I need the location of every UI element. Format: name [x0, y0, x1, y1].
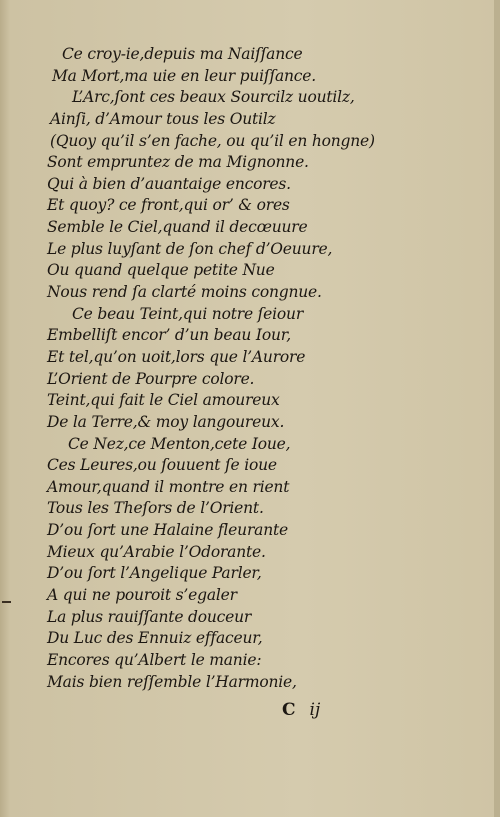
verse-line: Embelliſt encor’ d’un beau Iour, [47, 326, 291, 345]
verse-line: Mieux qu’Arabie l’Odorante. [47, 542, 266, 561]
verse-line: Ce croy-ie,depuis ma Naiſſance [62, 45, 303, 63]
verse-line: De la Terre,& moy langoureux. [47, 412, 285, 431]
verse-line: Encores qu’Albert le manie: [47, 650, 262, 669]
verse-line: Nous rend ſa clarté moins congnue. [47, 283, 322, 302]
verse-line: L’Arc,ſont ces beaux Sourcilz uoutilz, [72, 88, 355, 107]
verse-line: Qui à bien d’auantaige encores. [47, 174, 291, 193]
poem-text [0, 44, 500, 693]
verse-line: A qui ne pouroit s’egaler [47, 586, 237, 605]
verse-line: Amour,quand il montre en rient [47, 477, 290, 496]
verse-line: Ces Leures,ou ſouuent ſe ioue [47, 456, 277, 475]
signature-letter: C [282, 700, 296, 720]
verse-line: Teint,qui fait le Ciel amoureux [47, 391, 280, 410]
verse-line: Du Luc des Ennuiz effaceur, [47, 629, 263, 648]
verse-line: D’ou ſort une Halaine fleurante [47, 521, 288, 540]
verse-line: Ainſi, d’Amour tous les Outilz [50, 109, 276, 128]
verse-line: Semble le Ciel,quand il decœuure [47, 218, 308, 237]
verse-line: D’ou ſort l’Angelique Parler, [47, 564, 262, 583]
verse-line: Mais bien reſſemble l’Harmonie, [47, 672, 297, 691]
verse-line: Et quoy? ce front,qui or’ & ores [47, 196, 290, 215]
verse-line: Ce beau Teint,qui notre ſeiour [72, 304, 304, 323]
signature-mark [282, 700, 320, 720]
verse-line: Le plus luyſant de ſon chef d’Oeuure, [47, 239, 333, 258]
verse-line: Tous les Theſors de l’Orient. [47, 499, 264, 518]
verse-line: Ce Nez,ce Menton,cete Ioue, [68, 434, 291, 453]
verse-line: (Quoy qu’il s’en fache, ou qu’il en hongne) [50, 131, 375, 150]
verse-line: Ma Mort,ma uie en leur puiſſance. [52, 66, 316, 85]
verse-line: Et tel,qu’on uoit,lors que l’Aurore [47, 347, 306, 366]
verse-line: Sont empruntez de ma Mignonne. [47, 153, 309, 172]
signature-number: ij [309, 700, 321, 720]
verse-line: L’Orient de Pourpre colore. [47, 369, 255, 388]
verse-line: La plus rauiſſante douceur [47, 607, 252, 626]
verse-line: Ou quand quelque petite Nue [47, 261, 275, 280]
